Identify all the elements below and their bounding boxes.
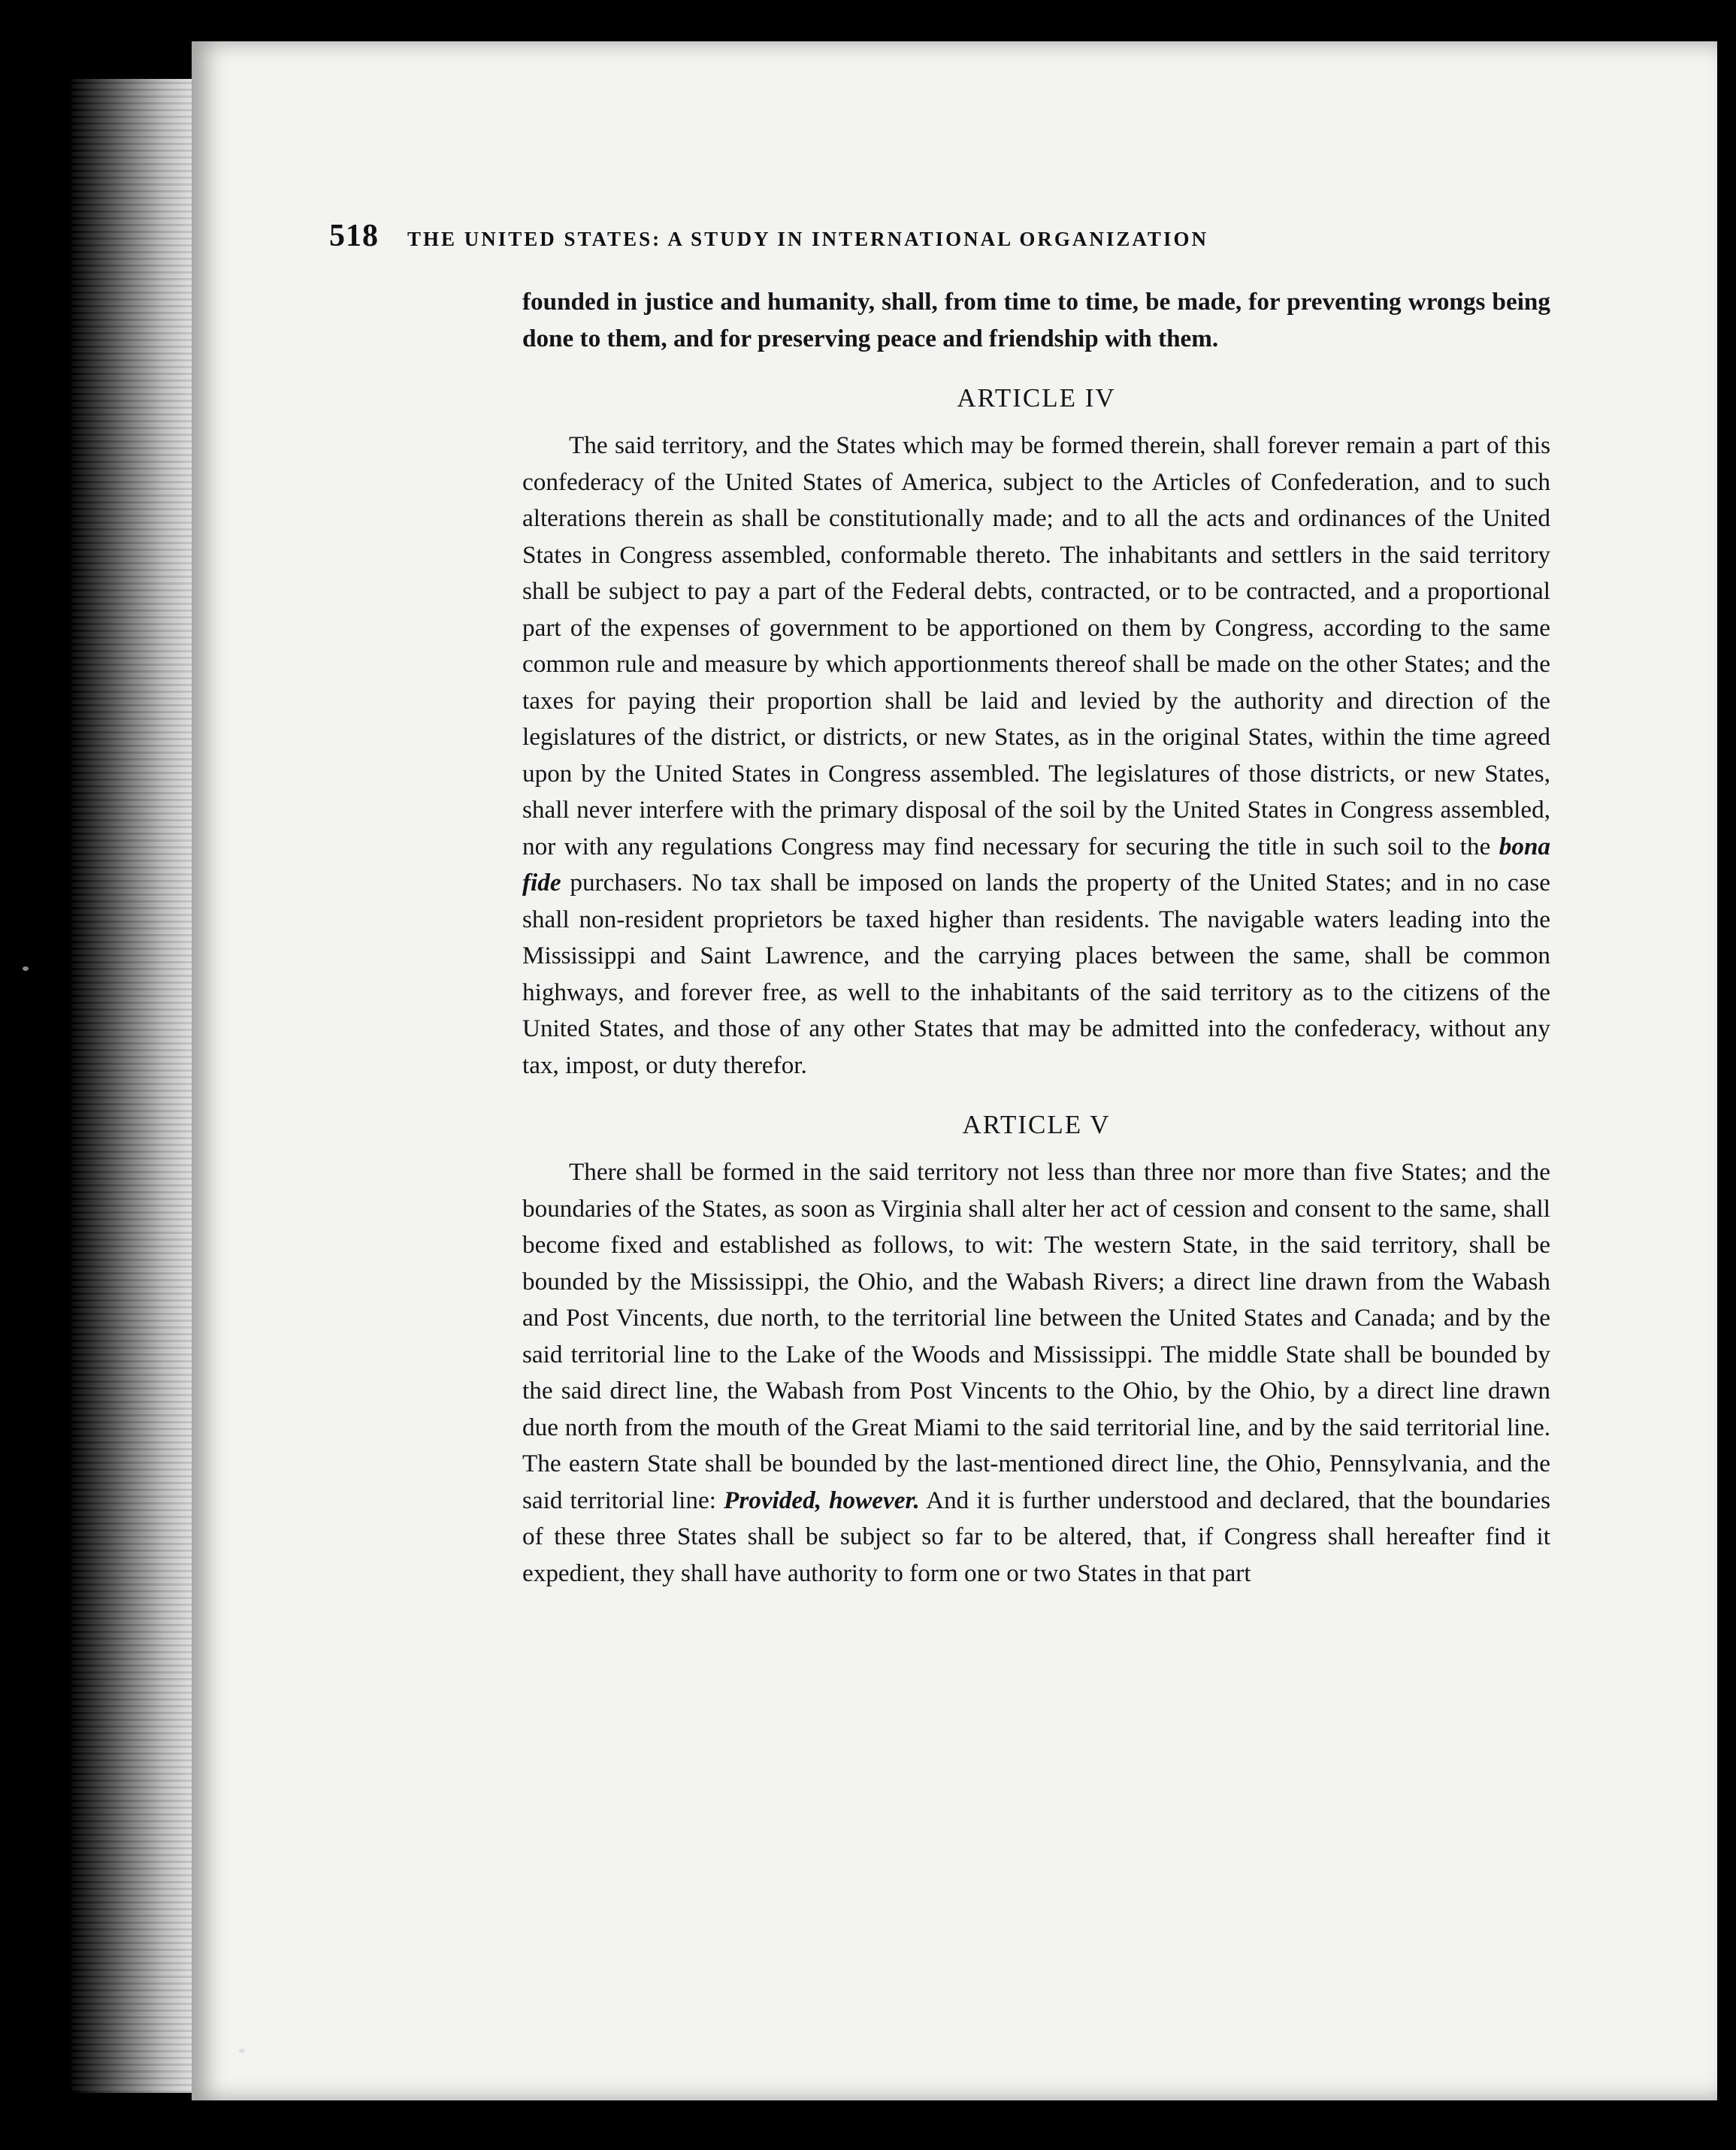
article-iv-heading: ARTICLE IV	[957, 383, 1116, 413]
page-body	[522, 284, 1550, 1592]
article-v-paragraph	[522, 1154, 1550, 1592]
article-v-heading: ARTICLE V	[962, 1110, 1111, 1139]
running-head: THE UNITED STATES: A STUDY IN INTERNATIONAL ORGANIZATION	[407, 228, 1208, 250]
article-iv-italic-phrase: bona fide	[522, 832, 1551, 897]
article-iv-paragraph	[522, 428, 1550, 1084]
article-iv-text-part-1: The said territory, and the States which may be formed therein, shall forever remain a part of this confederacy of the United States of America, subject to the Articles of Confederation, and to such alterations therein as shall be constitutionally made; and to all the acts and ordinances of the United States in Congress assembled, conformable thereto. The inhabitants and settlers in the said territory shall be subject to pay a part of the Federal debts, contracted, or to be contracted, and a proportional part of the expenses of government to be apportioned on them by Congress, according to the same common rule and measure by which apportionments thereof shall be made on the other States; and the taxes for paying their proportion shall be laid and levied by the authority and direction of the legislatures of the district, or districts, or new States, as in the original States, within the time agreed upon by the United States in Congress assembled. The legislatures of those districts, or new States, shall never interfere with the primary disposal of the soil by the United States in Congress assembled, nor with any regulations Congress may find necessary for securing the title in such soil to the	[522, 431, 1550, 860]
article-v-text-part-1: There shall be formed in the said territory not less than three nor more than five States; and the boundaries of the States, as soon as Virginia shall alter her act of cession and consent to the same, shall become fixed and established as follows, to wit: The western State, in the said territory, shall be bounded by the Mississippi, the Ohio, and the Wabash Rivers; a direct line drawn from the Wabash and Post Vincents, due north, to the territorial line between the United States and Canada; and by the said territorial line to the Lake of the Woods and Mississippi. The middle State shall be bounded by the said direct line, the Wabash from Post Vincents to the Ohio, by the Ohio, by a direct line drawn due north from the mouth of the Great Miami to the said territorial line, and by the said territorial line. The eastern State shall be bounded by the last-mentioned direct line, the Ohio, Pennsylvania, and the said territorial line:	[522, 1158, 1550, 1514]
page-number: 518	[329, 219, 379, 253]
scan-speck	[23, 966, 29, 971]
page-header	[329, 218, 1456, 263]
article-v-italic-phrase: Provided, however.	[724, 1486, 920, 1514]
article-v-text-part-2: And it is further understood and declared, that the boundaries of these three States shall be subject so far to be altered, that, if Congress shall hereafter find it expedient, they shall have authority to form one or two States in that part	[522, 1486, 1550, 1587]
scan-speck	[239, 2049, 245, 2053]
continued-paragraph: founded in justice and humanity, shall, from time to time, be made, for preventing wrongs being done to them, and for preserving peace and friendship with them.	[522, 288, 1550, 352]
article-iv-text-part-2: purchasers. No tax shall be imposed on lands the property of the United States; and in no case shall non-resident proprietors be taxed higher than residents. The navigable waters leading into the Mississippi and Saint Lawrence, and the carrying places between the same, shall be common highways, and forever free, as well to the inhabitants of the said territory as to the citizens of the United States, and those of any other States that may be admitted into the confederacy, without any tax, impost, or duty therefor.	[522, 869, 1551, 1079]
